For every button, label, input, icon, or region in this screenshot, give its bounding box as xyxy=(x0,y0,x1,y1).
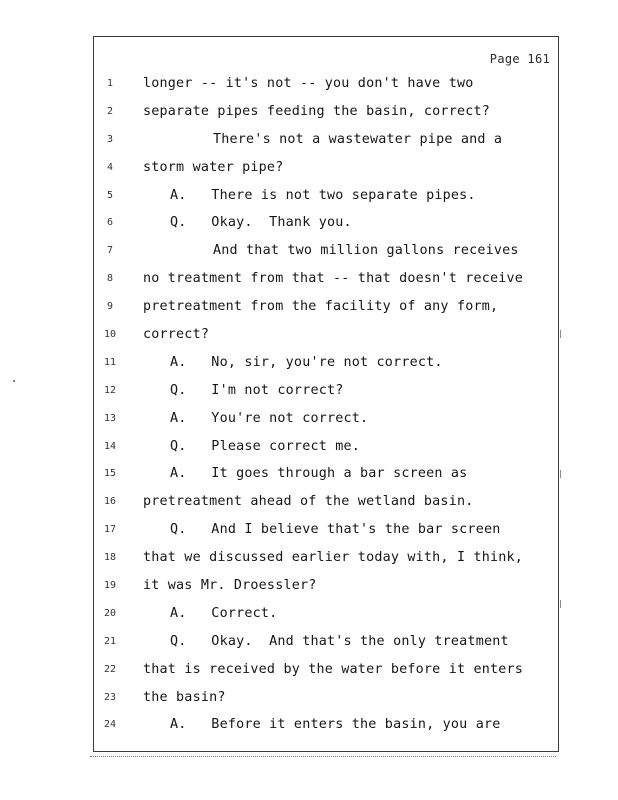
line-text: And that two million gallons receives xyxy=(213,243,519,259)
line-text: separate pipes feeding the basin, correct? xyxy=(143,103,490,119)
line-number: 18 xyxy=(103,552,117,564)
line-text: pretreatment from the facility of any form, xyxy=(143,299,499,315)
transcript-line xyxy=(0,209,618,237)
line-number: 14 xyxy=(103,440,117,452)
transcript-line xyxy=(0,572,618,600)
line-text: There's not a wastewater pipe and a xyxy=(213,131,503,147)
line-text: that is received by the water before it enters xyxy=(143,661,524,677)
transcript-line xyxy=(0,182,618,210)
line-number: 7 xyxy=(106,245,114,257)
line-text: longer -- it's not -- you don't have two xyxy=(143,76,474,91)
line-text: that we discussed earlier today with, I think, xyxy=(143,550,524,566)
transcript-line xyxy=(0,684,618,712)
line-text: the basin? xyxy=(143,689,226,705)
line-number: 9 xyxy=(106,301,114,313)
line-number: 2 xyxy=(106,105,114,117)
line-number: 16 xyxy=(103,496,117,508)
stray-mark xyxy=(13,380,15,382)
margin-tick xyxy=(560,470,561,478)
line-text: Q. Please correct me. xyxy=(170,438,361,454)
line-number: 15 xyxy=(103,468,117,480)
line-text: storm water pipe? xyxy=(143,159,284,175)
transcript-line xyxy=(0,321,618,349)
transcript-line xyxy=(0,544,618,572)
line-text: Q. I'm not correct? xyxy=(170,382,344,398)
transcript-line xyxy=(0,488,618,516)
line-number: 23 xyxy=(103,691,117,703)
line-text: no treatment from that -- that doesn't receive xyxy=(143,271,524,287)
line-text: pretreatment ahead of the wetland basin. xyxy=(143,494,474,510)
transcript-line xyxy=(0,237,618,265)
line-number: 21 xyxy=(103,635,117,647)
line-number: 17 xyxy=(103,524,117,536)
line-number: 13 xyxy=(103,412,117,424)
line-number: 4 xyxy=(106,161,114,173)
line-number: 8 xyxy=(106,273,114,285)
line-text: A. There is not two separate pipes. xyxy=(170,187,476,203)
transcript-line xyxy=(0,126,618,154)
line-number: 19 xyxy=(103,580,117,592)
transcript-line xyxy=(0,265,618,293)
transcript-line xyxy=(0,405,618,433)
transcript-line xyxy=(0,293,618,321)
line-text: A. No, sir, you're not correct. xyxy=(170,354,443,370)
line-text: A. Correct. xyxy=(170,605,278,621)
line-number: 24 xyxy=(103,719,117,731)
line-text: A. Before it enters the basin, you are xyxy=(170,717,501,733)
transcript-line xyxy=(0,98,618,126)
transcript-line xyxy=(0,711,618,739)
line-text: Q. Okay. And that's the only treatment xyxy=(170,633,509,649)
line-text: A. It goes through a bar screen as xyxy=(170,466,468,482)
line-text: A. You're not correct. xyxy=(170,410,369,426)
transcript-line xyxy=(0,70,618,98)
line-number: 10 xyxy=(103,329,117,341)
line-text: it was Mr. Droessler? xyxy=(143,578,317,594)
line-number: 1 xyxy=(106,78,114,89)
transcript-line xyxy=(0,433,618,461)
transcript-line xyxy=(0,600,618,628)
transcript-body xyxy=(0,70,618,739)
bottom-rule xyxy=(90,756,556,757)
line-text: correct? xyxy=(143,327,210,343)
line-number: 20 xyxy=(103,607,117,619)
line-text: Q. And I believe that's the bar screen xyxy=(170,522,501,538)
line-number: 6 xyxy=(106,217,114,229)
line-number: 5 xyxy=(106,189,114,201)
transcript-line xyxy=(0,349,618,377)
margin-tick xyxy=(560,600,561,608)
page-number: Page 161 xyxy=(489,52,550,66)
transcript-line xyxy=(0,516,618,544)
transcript-line xyxy=(0,656,618,684)
line-number: 12 xyxy=(103,384,117,396)
transcript-line xyxy=(0,377,618,405)
transcript-line xyxy=(0,154,618,182)
line-number: 22 xyxy=(103,663,117,675)
line-number: 11 xyxy=(103,356,117,368)
transcript-line xyxy=(0,460,618,488)
margin-tick xyxy=(560,330,561,338)
line-number: 3 xyxy=(106,133,114,145)
line-text: Q. Okay. Thank you. xyxy=(170,215,352,231)
transcript-line xyxy=(0,628,618,656)
